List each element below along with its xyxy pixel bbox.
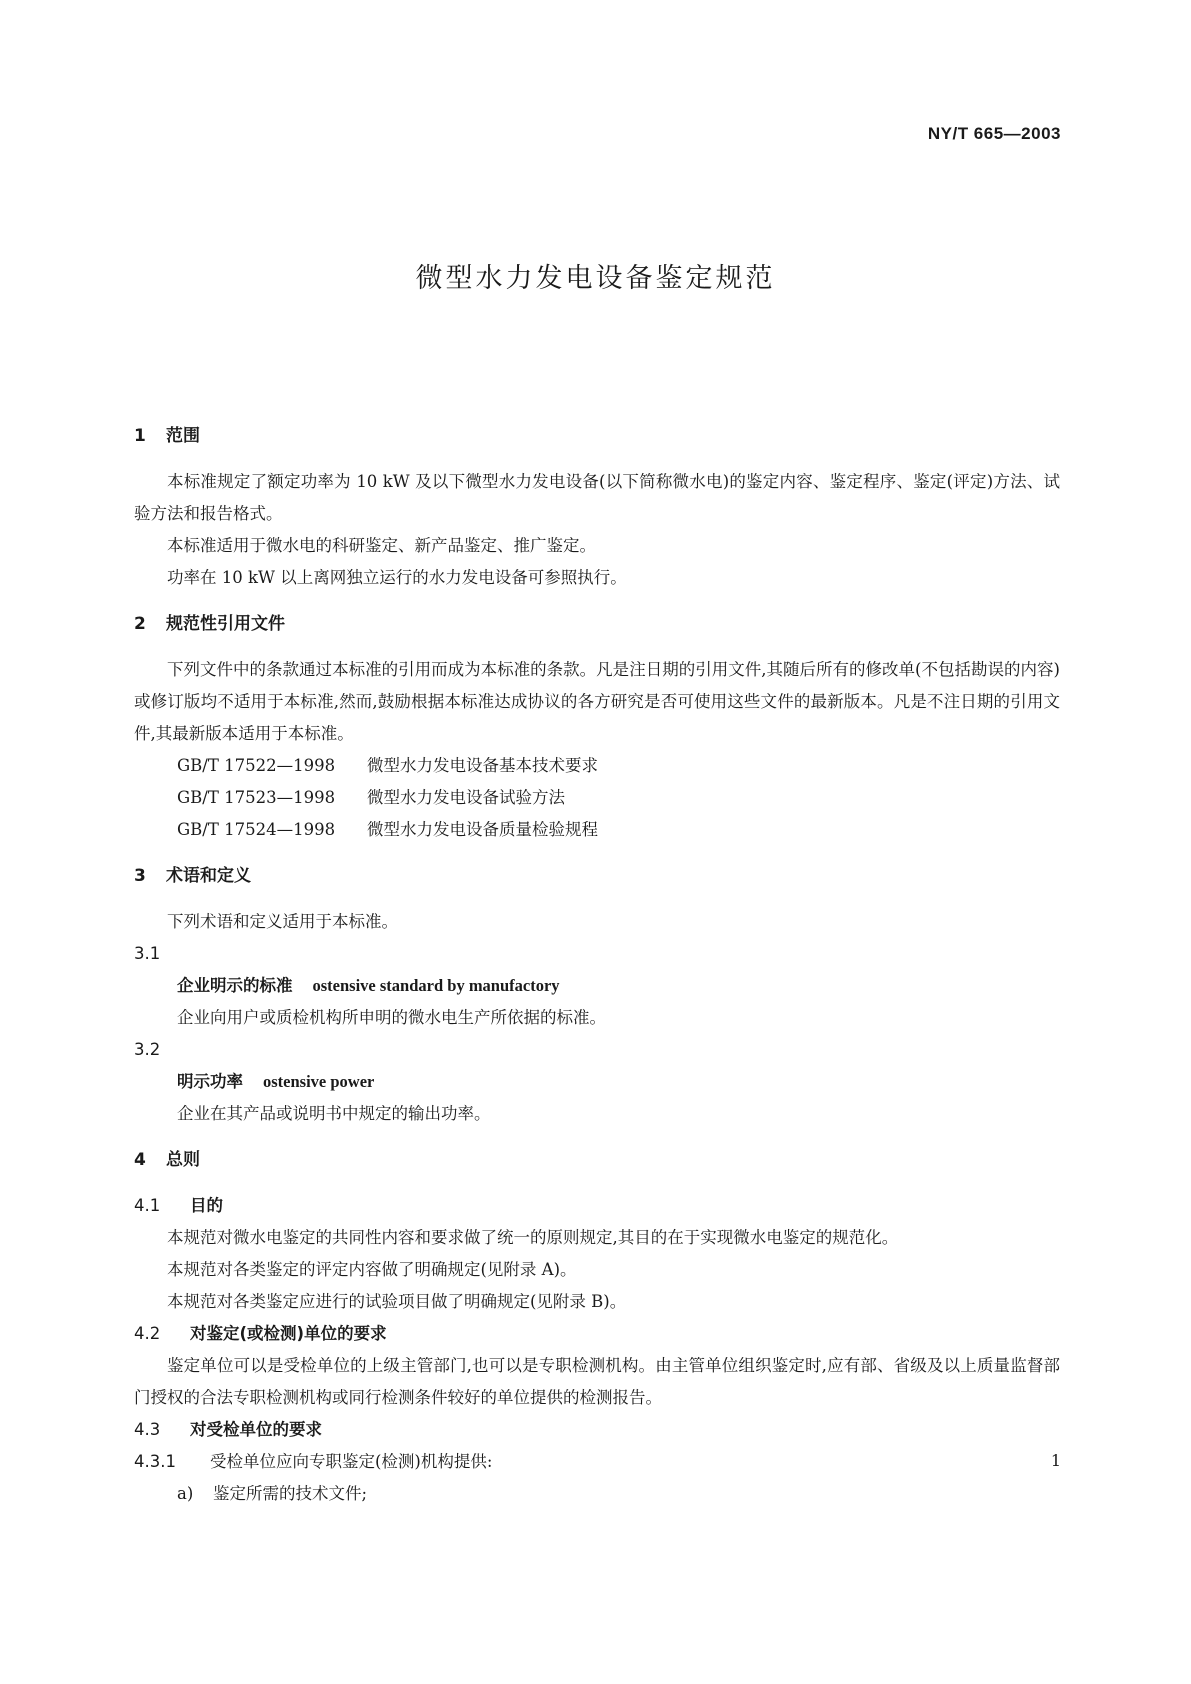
section-number: 3: [134, 866, 146, 886]
subsection-heading-4-1: [134, 1190, 1060, 1222]
reference-name: 微型水力发电设备试验方法: [367, 788, 565, 807]
reference-item: [134, 750, 1060, 782]
paragraph: 下列术语和定义适用于本标准。: [167, 912, 398, 931]
section-number: 2: [134, 614, 146, 634]
clause-4-3-1: [134, 1446, 1060, 1478]
paragraph: 本规范对各类鉴定的评定内容做了明确规定(见附录 A)。: [167, 1260, 577, 1279]
subsection-title: 目的: [190, 1196, 223, 1215]
subsection-number: 4.2: [134, 1324, 161, 1343]
paragraph: 下列文件中的条款通过本标准的引用而成为本标准的条款。凡是注日期的引用文件,其随后所有的修改单(不包括勘误的内容)或修订版均不适用于本标准,然而,鼓励根据本标准达成协议的各方研究是否可使用这些文件的最新版本。凡是不注日期的引用文件,其最新版本适用于本标准。: [134, 660, 1060, 743]
subsection-title: 对受检单位的要求: [190, 1420, 322, 1439]
section-title: 范围: [166, 426, 200, 446]
document-body: [134, 420, 1060, 1510]
term-definition: 企业在其产品或说明书中规定的输出功率。: [177, 1104, 491, 1123]
subsection-title: 对鉴定(或检测)单位的要求: [190, 1324, 387, 1343]
paragraph: 本规范对微水电鉴定的共同性内容和要求做了统一的原则规定,其目的在于实现微水电鉴定的规范化。: [167, 1228, 899, 1247]
paragraph: 鉴定单位可以是受检单位的上级主管部门,也可以是专职检测机构。由主管单位组织鉴定时,应有部、省级及以上质量监督部门授权的合法专职检测机构或同行检测条件较好的单位提供的检测报告。: [134, 1356, 1060, 1407]
reference-code: GB/T 17522—1998: [177, 756, 336, 775]
term-chinese: 企业明示的标准: [177, 976, 293, 995]
reference-name: 微型水力发电设备基本技术要求: [367, 756, 598, 775]
subsection-number: 4.3: [134, 1420, 161, 1439]
term-number: 3.2: [134, 1040, 161, 1059]
section-number: 4: [134, 1150, 146, 1170]
term-definition: 企业向用户或质检机构所申明的微水电生产所依据的标准。: [177, 1008, 606, 1027]
paragraph: 本标准适用于微水电的科研鉴定、新产品鉴定、推广鉴定。: [167, 536, 596, 555]
term-english: ostensive standard by manufactory: [312, 976, 560, 995]
term-entry: [134, 970, 1060, 1002]
section-heading-3: [134, 860, 1060, 892]
paragraph: 本标准规定了额定功率为 10 kW 及以下微型水力发电设备(以下简称微水电)的鉴定内容、鉴定程序、鉴定(评定)方法、试验方法和报告格式。: [134, 472, 1060, 523]
section-title: 术语和定义: [166, 866, 251, 886]
section-heading-2: [134, 608, 1060, 640]
reference-code: GB/T 17523—1998: [177, 788, 336, 807]
section-heading-4: [134, 1144, 1060, 1176]
reference-item: [134, 814, 1060, 846]
page-number: 1: [1050, 1451, 1061, 1470]
term-number: 3.1: [134, 944, 161, 963]
term-english: ostensive power: [263, 1072, 375, 1091]
paragraph: 本规范对各类鉴定应进行的试验项目做了明确规定(见附录 B)。: [167, 1292, 627, 1311]
list-item: [134, 1478, 1060, 1510]
clause-text: 受检单位应向专职鉴定(检测)机构提供:: [210, 1452, 493, 1471]
paragraph: 功率在 10 kW 以上离网独立运行的水力发电设备可参照执行。: [167, 568, 627, 587]
clause-number: 4.3.1: [134, 1452, 176, 1471]
subsection-number: 4.1: [134, 1196, 161, 1215]
section-heading-1: [134, 420, 1060, 452]
list-marker: a): [177, 1484, 194, 1503]
term-chinese: 明示功率: [177, 1072, 243, 1091]
list-text: 鉴定所需的技术文件;: [213, 1484, 368, 1503]
standard-number: NY/T 665—2003: [927, 124, 1061, 143]
term-entry: [134, 1066, 1060, 1098]
subsection-heading-4-3: [134, 1414, 1060, 1446]
reference-item: [134, 782, 1060, 814]
section-title: 规范性引用文件: [166, 614, 285, 634]
document-title: 微型水力发电设备鉴定规范: [415, 263, 776, 294]
reference-code: GB/T 17524—1998: [177, 820, 336, 839]
section-number: 1: [134, 426, 146, 446]
section-title: 总则: [166, 1150, 200, 1170]
subsection-heading-4-2: [134, 1318, 1060, 1350]
reference-name: 微型水力发电设备质量检验规程: [367, 820, 598, 839]
